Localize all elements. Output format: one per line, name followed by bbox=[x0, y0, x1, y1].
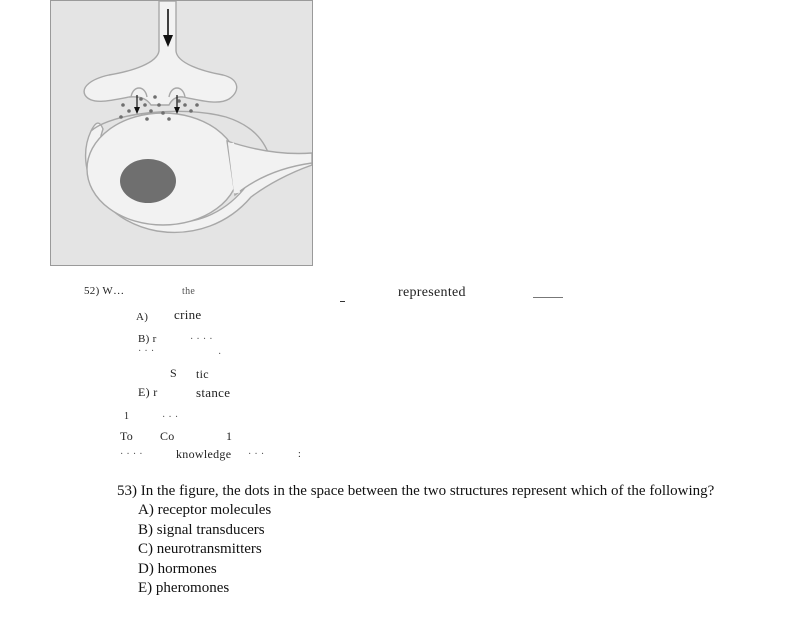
q52-number-fragment: 52) W… bbox=[84, 285, 125, 297]
to-label-fragment: To bbox=[120, 429, 134, 443]
dots-fragment: · · · bbox=[162, 412, 179, 423]
choice-a: A) receptor molecules bbox=[138, 502, 272, 518]
e-text-fragment: stance bbox=[196, 385, 231, 400]
question-stem: 53) In the figure, the dots in the space between the two structures represent which of the following? bbox=[117, 483, 715, 499]
presynaptic-terminal bbox=[84, 1, 237, 105]
q52-right-fragment: represented bbox=[398, 285, 466, 300]
answer-choices bbox=[117, 501, 717, 599]
dots-fragment: · bbox=[218, 349, 222, 360]
a-text-fragment: crine bbox=[174, 307, 202, 322]
c-text2-fragment: tic bbox=[196, 367, 209, 381]
dots-fragment: · · · bbox=[248, 449, 265, 460]
e-label-fragment: E) r bbox=[138, 385, 158, 399]
a-label-fragment: A) bbox=[136, 311, 149, 323]
t-mark-fragment: 1 bbox=[124, 411, 130, 422]
nucleus bbox=[120, 159, 176, 203]
dash-mark bbox=[533, 297, 563, 298]
dots-fragment: · · · · bbox=[190, 334, 213, 345]
q52-top-fragment: the bbox=[182, 286, 196, 297]
know-text-fragment: knowledge bbox=[176, 447, 232, 461]
choice-e: E) pheromones bbox=[138, 580, 230, 596]
synapse-illustration bbox=[51, 1, 312, 265]
c-text-fragment: S bbox=[170, 366, 177, 380]
dots-fragment: · · · · bbox=[120, 449, 143, 460]
synapse-figure bbox=[50, 0, 313, 266]
choice-d: D) hormones bbox=[138, 560, 217, 577]
b-label-fragment: B) r bbox=[138, 333, 157, 345]
to-text-fragment: Co bbox=[160, 429, 175, 443]
choice-b: B) signal transducers bbox=[138, 521, 265, 538]
dash-mark bbox=[340, 301, 345, 302]
dots-fragment: · · · bbox=[138, 346, 155, 357]
dots-fragment: : bbox=[298, 449, 302, 460]
question-53 bbox=[117, 482, 717, 599]
to-num-fragment: 1 bbox=[226, 429, 233, 443]
choice-c: C) neurotransmitters bbox=[138, 541, 262, 557]
